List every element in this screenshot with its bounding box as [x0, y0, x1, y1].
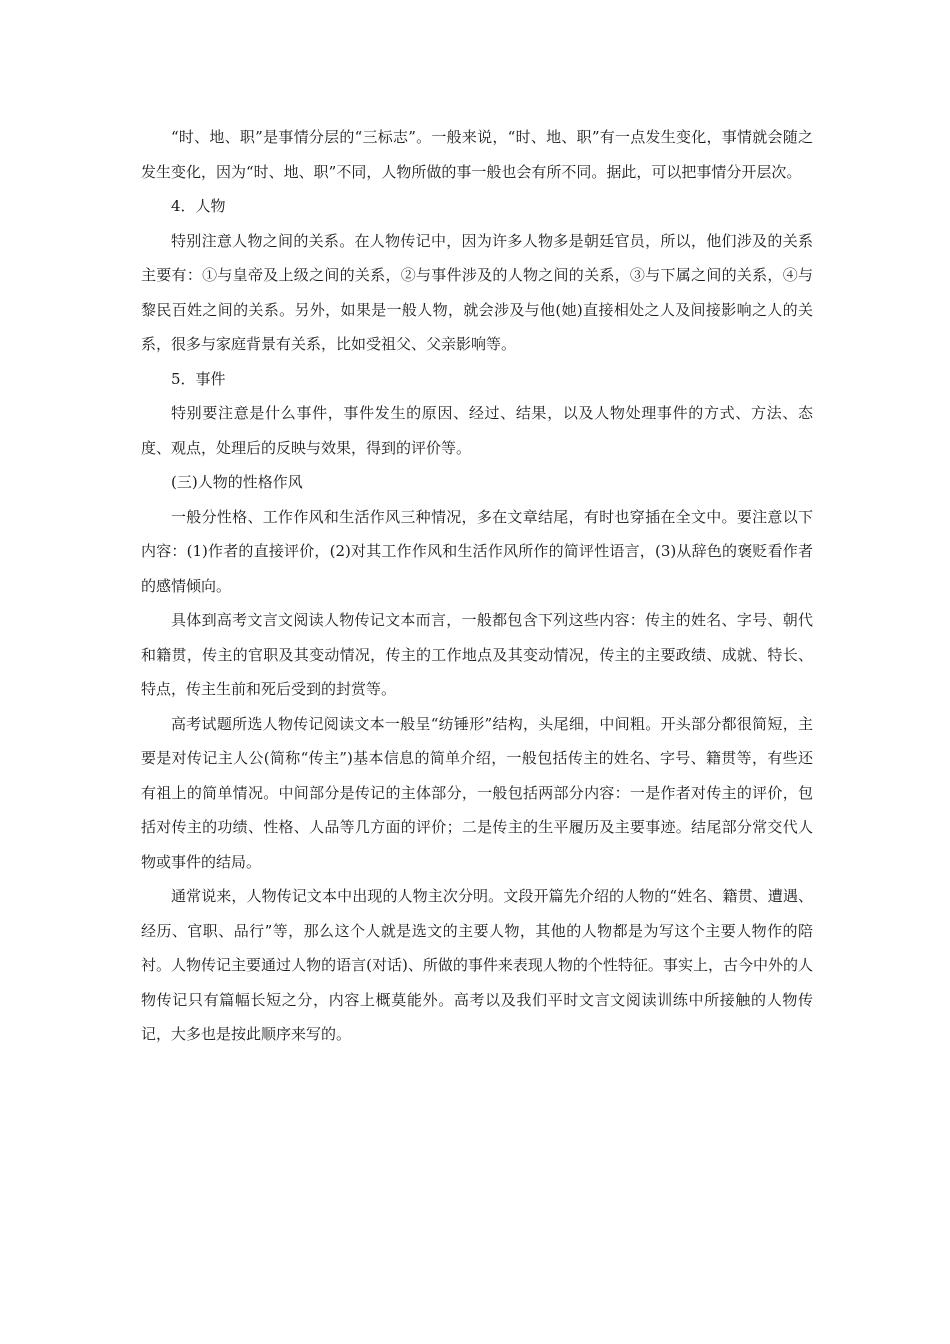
- document-page: [141, 120, 813, 1052]
- paragraph-events: 特别要注意是什么事件，事件发生的原因、经过、结果，以及人物处理事件的方式、方法、态度、观点，处理后的反映与效果，得到的评价等。: [141, 404, 813, 457]
- heading-characters: 4．人物: [171, 197, 226, 215]
- paragraph-spindle-structure: 高考试题所选人物传记阅读文本一般呈“纺锤形”结构，头尾细，中间粗。开头部分都很简短，主要是对传记主人公(简称“传主”)基本信息的简单介绍，一般包括传主的姓名、字号、籍贯等，有些还有祖上的简单情况。中间部分是传记的主体部分，一般包括两部分内容：一是作者对传主的评价，包括对传主的功绩、性格、人品等几方面的评价；二是传主的生平履历及主要事迹。结尾部分常交代人物或事件的结局。: [141, 714, 813, 871]
- paragraph-three-markers: “时、地、职”是事情分层的“三标志”。一般来说，“时、地、职”有一点发生变化，事情就会随之发生变化，因为“时、地、职”不同，人物所做的事一般也会有所不同。据此，可以把事情分开层次。: [141, 128, 813, 181]
- heading-events: 5．事件: [171, 369, 226, 388]
- paragraph-character-relations: 特别注意人物之间的关系。在人物传记中，因为许多人物多是朝廷官员，所以，他们涉及的关系主要有：①与皇帝及上级之间的关系，②与事件涉及的人物之间的关系，③与下属之间的关系，④与黎民百姓之间的关系。另外，如果是一般人物，就会涉及与他(她)直接相处之人及间接影响之人的关系，很多与家庭背景有关系，比如受祖父、父亲影响等。: [141, 231, 813, 353]
- paragraph-biography-contents: 具体到高考文言文阅读人物传记文本而言，一般都包含下列这些内容：传主的姓名、字号、朝代和籍贯，传主的官职及其变动情况，传主的工作地点及其变动情况，传主的主要政绩、成就、特长、特点，传主生前和死后受到的封赏等。: [141, 611, 813, 698]
- paragraph-main-character: 通常说来，人物传记文本中出现的人物主次分明。文段开篇先介绍的人物的“姓名、籍贯、遭遇、经历、官职、品行”等，那么这个人就是选文的主要人物，其他的人物都是为写这个主要人物作的陪衬。人物传记主要通过人物的语言(对话)、所做的事件来表现人物的个性特征。事实上，古今中外的人物传记只有篇幅长短之分，内容上概莫能外。高考以及我们平时文言文阅读训练中所接触的人物传记，大多也是按此顺序来写的。: [141, 887, 813, 1043]
- heading-character-style: (三)人物的性格作风: [171, 473, 303, 491]
- paragraph-character-style: 一般分性格、工作作风和生活作风三种情况，多在文章结尾，有时也穿插在全文中。要注意以下内容：(1)作者的直接评价，(2)对其工作作风和生活作风所作的简评性语言，(3)从辞色的褒贬看作者的感情倾向。: [141, 507, 813, 595]
